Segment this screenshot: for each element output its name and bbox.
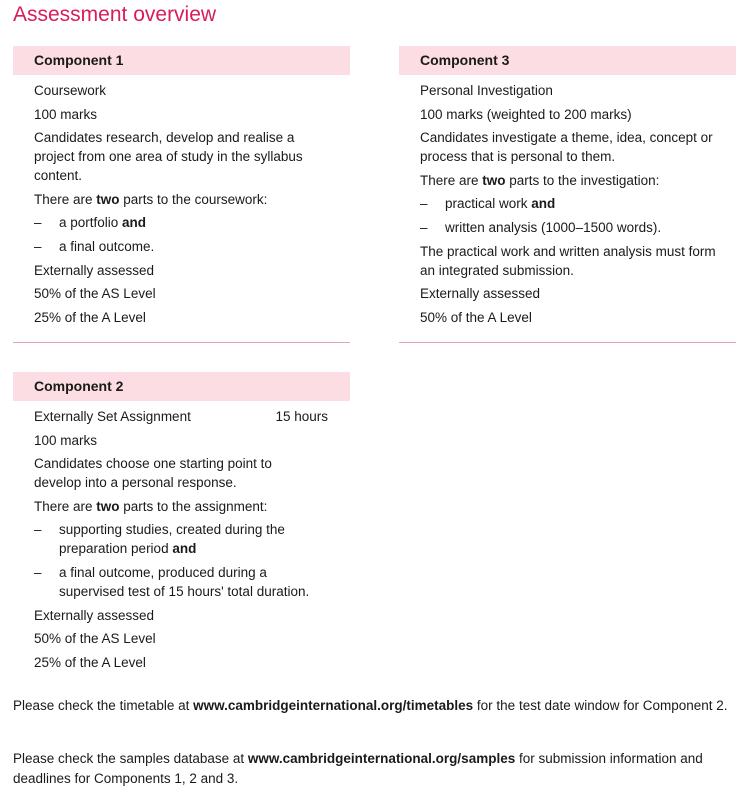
component-2-marks: 100 marks — [34, 432, 98, 448]
dash-bullet: – — [420, 219, 428, 235]
page-title: Assessment overview — [13, 3, 217, 26]
component-2-part-2: – a final outcome, produced during a supervised test of 15 hours' total duration. — [34, 564, 310, 599]
component-2-weight-a: 25% of the A Level — [34, 654, 146, 670]
timetable-link[interactable]: www.cambridgeinternational.org/timetables — [193, 698, 474, 713]
dash-bullet: – — [34, 564, 42, 580]
timetable-note: Please check the timetable at www.cambridgeinternational.org/timetables for the test date window for Component 2. — [13, 698, 728, 713]
component-3-marks: 100 marks (weighted to 200 marks) — [420, 106, 632, 122]
component-1-weight-as: 50% of the AS Level — [34, 286, 156, 302]
component-1-part-2: – a final outcome. — [34, 238, 155, 254]
samples-note: Please check the samples database at www.cambridgeinternational.org/samples for submission information and deadlines for Components 1, 2 and 3. — [13, 751, 703, 786]
component-3-box — [399, 46, 736, 343]
dash-bullet: – — [34, 215, 42, 231]
component-3-weight-a: 50% of the A Level — [420, 309, 532, 325]
component-2-parts-intro: There are two parts to the assignment: — [34, 498, 268, 514]
dash-bullet: – — [34, 238, 42, 254]
component-3-name: Personal Investigation — [420, 83, 553, 98]
divider — [13, 342, 350, 343]
component-2-header: Component 2 — [13, 372, 350, 401]
component-1-description: Candidates research, develop and realise a project from one area of study in the syllabus content. — [34, 130, 303, 184]
component-1-parts-intro: There are two parts to the coursework: — [34, 191, 268, 207]
component-3-part-1: – practical work and — [420, 196, 556, 212]
component-1-part-1: – a portfolio and — [34, 215, 147, 231]
component-1-marks: 100 marks — [34, 106, 98, 122]
divider — [399, 342, 736, 343]
component-3-part-2: – written analysis (1000–1500 words). — [420, 219, 662, 235]
component-2-duration: 15 hours — [275, 409, 328, 424]
component-2-box — [13, 372, 350, 682]
component-2-description: Candidates choose one starting point to develop into a personal response. — [34, 456, 272, 491]
component-3-header: Component 3 — [399, 46, 736, 75]
component-2-weight-as: 50% of the AS Level — [34, 631, 156, 647]
component-3-parts-intro: There are two parts to the investigation: — [420, 172, 660, 188]
samples-link[interactable]: www.cambridgeinternational.org/samples — [247, 751, 516, 766]
component-1-box — [13, 46, 350, 343]
component-1-weight-a: 25% of the A Level — [34, 309, 146, 325]
component-2-part-1: – supporting studies, created during the preparation period and — [34, 522, 285, 557]
component-2-assessed: Externally assessed — [34, 607, 155, 623]
component-1-assessed: Externally assessed — [34, 262, 155, 278]
component-3-integration: The practical work and written analysis must form an integrated submission. — [420, 243, 716, 278]
component-1-name: Coursework — [34, 83, 107, 98]
component-3-description: Candidates investigate a theme, idea, concept or process that is personal to them. — [420, 130, 713, 165]
component-2-title-row — [34, 407, 328, 426]
component-3-assessed: Externally assessed — [420, 286, 541, 302]
dash-bullet: – — [34, 522, 42, 538]
dash-bullet: – — [420, 196, 428, 212]
component-1-header: Component 1 — [13, 46, 350, 75]
component-2-name: Externally Set Assignment — [34, 409, 191, 424]
